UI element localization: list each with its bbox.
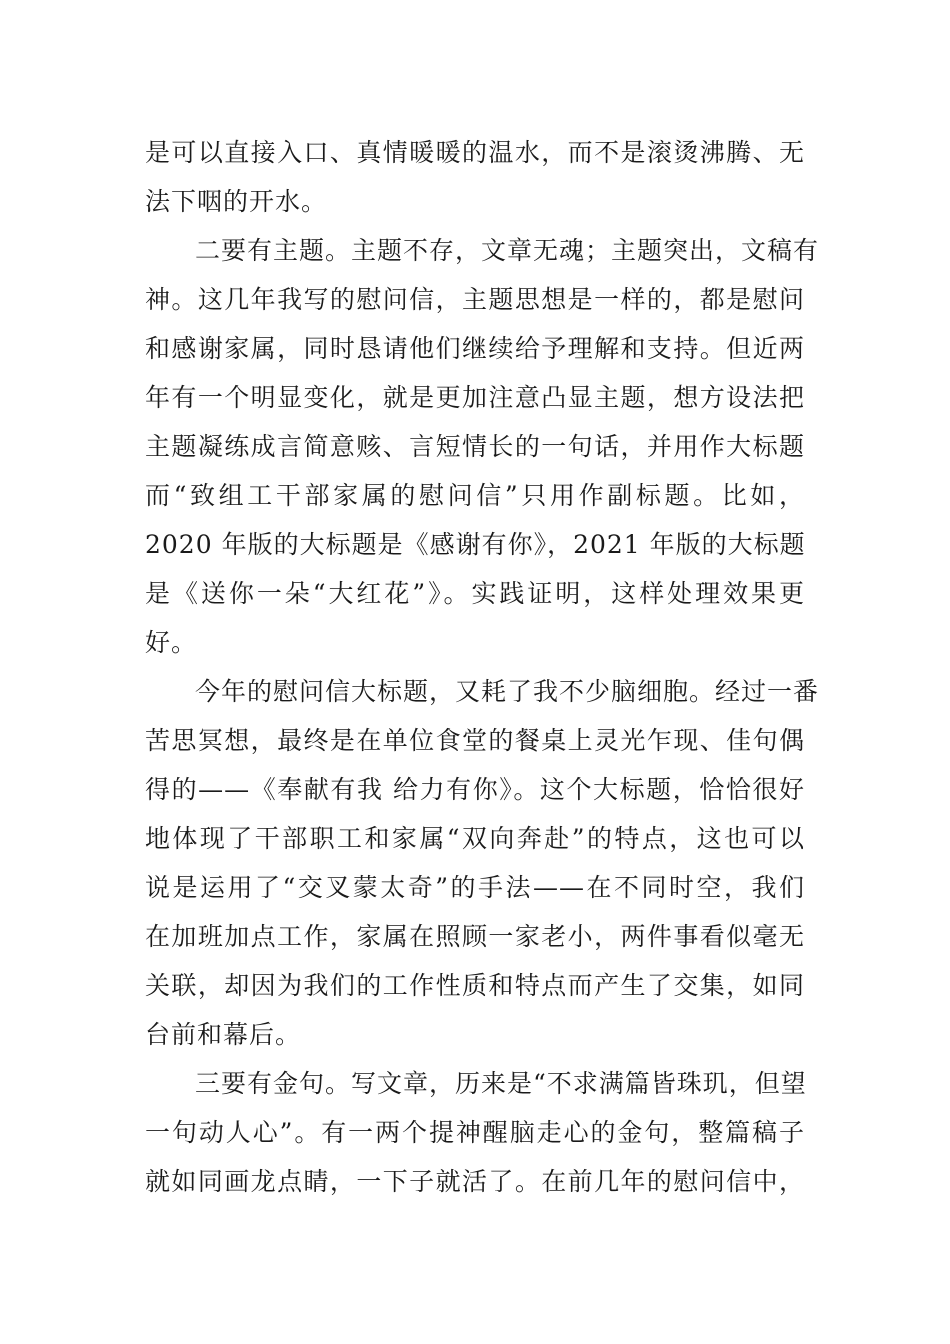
text-line: 主题凝练成言简意赅、言短情长的一句话，并用作大标题 — [145, 432, 805, 461]
text-line: 和感谢家属，同时恳请他们继续给予理解和支持。但近两 — [145, 334, 805, 363]
paragraph — [145, 226, 820, 667]
paragraph — [145, 1059, 805, 1206]
text-line: 说是运用了“交叉蒙太奇”的手法——在不同时空，我们 — [145, 873, 805, 902]
paragraph — [145, 667, 820, 1059]
text-line: 是《送你一朵“大红花”》。实践证明，这样处理效果更 — [145, 579, 805, 608]
text-line: 一句动人心”。有一两个提神醒脑走心的金句，整篇稿子 — [145, 1118, 805, 1147]
paragraph — [145, 128, 805, 226]
text-line: 关联，却因为我们的工作性质和特点而产生了交集，如同 — [145, 971, 805, 1000]
text-line: 而“致组工干部家属的慰问信”只用作副标题。比如， — [145, 481, 805, 510]
text-line: 2020 年版的大标题是《感谢有你》，2021 年版的大标题 — [145, 530, 806, 559]
text-line: 法下咽的开水。 — [145, 187, 328, 216]
text-line: 年有一个明显变化，就是更加注意凸显主题，想方设法把 — [145, 383, 805, 412]
text-line: 神。这几年我写的慰问信，主题思想是一样的，都是慰问 — [145, 285, 805, 314]
text-line: 得的——《奉献有我 给力有你》。这个大标题，恰恰很好 — [145, 775, 805, 804]
text-line: 苦思冥想，最终是在单位食堂的餐桌上灵光乍现、佳句偶 — [145, 726, 805, 755]
text-line: 二要有主题。主题不存，文章无魂；主题突出，文稿有 — [195, 236, 820, 265]
text-line: 好。 — [145, 628, 198, 657]
text-line: 就如同画龙点睛，一下子就活了。在前几年的慰问信中， — [145, 1167, 805, 1196]
text-line: 是可以直接入口、真情暖暖的温水，而不是滚烫沸腾、无 — [145, 138, 805, 167]
text-line: 台前和幕后。 — [145, 1020, 302, 1049]
text-line: 今年的慰问信大标题，又耗了我不少脑细胞。经过一番 — [195, 677, 820, 706]
text-line: 在加班加点工作，家属在照顾一家老小，两件事看似毫无 — [145, 922, 805, 951]
text-line: 三要有金句。写文章，历来是“不求满篇皆珠玑，但望 — [195, 1069, 807, 1098]
text-line: 地体现了干部职工和家属“双向奔赴”的特点，这也可以 — [145, 824, 805, 853]
document-body — [145, 128, 820, 1206]
